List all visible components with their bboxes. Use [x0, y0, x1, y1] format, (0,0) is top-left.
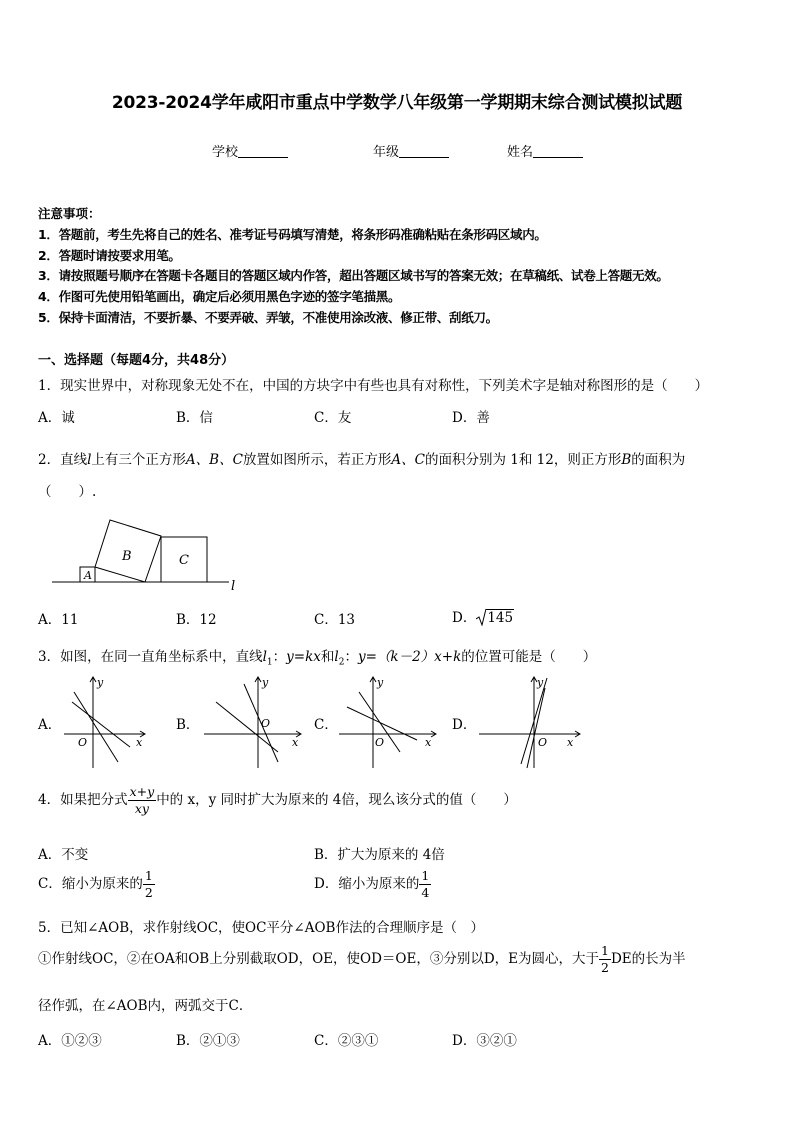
graph-b	[200, 672, 310, 770]
q5-option-b: B．②①③	[176, 1033, 240, 1049]
q2-option-d: D． 145	[452, 610, 514, 626]
q4-option-c: C．缩小为原来的 $\frac{1}{2}$	[38, 868, 153, 900]
fraction-x-plus-y-over-xy: $\frac{x+y}{xy}$	[129, 784, 155, 816]
notes-title: 注意事项：	[38, 206, 101, 221]
svg-text:O: O	[261, 717, 271, 730]
question-5-steps-cont: 径作弧，在∠AOB内，两弧交于C．	[38, 998, 253, 1014]
q5-option-c: C．②③①	[314, 1033, 379, 1049]
note-item: 2．答题时请按要求用笔。	[38, 248, 181, 263]
svg-text:O: O	[78, 736, 88, 749]
q4-option-a: A．不变	[38, 847, 89, 863]
question-1-text: 1．现实世界中，对称现象无处不在，中国的方块字中有些也具有对称性，下列美术字是轴对称图形的是（ ）	[38, 378, 709, 394]
grade-field: 年级	[373, 141, 449, 160]
squares-figure	[44, 512, 244, 594]
note-item: 3．请按照题号顺序在答题卡各题目的答题区域内作答，超出答题区域书写的答案无效；在草稿纸、试卷上答题无效。	[38, 268, 669, 283]
question-2-tail: （ ）.	[38, 484, 97, 500]
q3-option-d: D．	[452, 717, 477, 733]
svg-text:y: y	[262, 676, 269, 689]
q3-option-a: A．	[38, 717, 62, 733]
question-3-text: 3．如图，在同一直角坐标系中，直线$l_1$：y=kx和$l_2$：y=（k－2）x+k的位置可能是（ ）	[38, 649, 597, 668]
section-heading: 一、选择题（每题4分，共48分）	[38, 353, 235, 368]
sqrt-sign-icon	[476, 608, 486, 626]
note-item: 5．保持卡面清洁，不要折暴、不要弄破、弄皱，不准使用涂改液、修正带、刮纸刀。	[38, 310, 498, 325]
q4-option-d: D．缩小为原来的 $\frac{1}{4}$	[314, 868, 430, 900]
svg-text:y: y	[537, 676, 544, 689]
q1-option-c: C．友	[314, 410, 352, 426]
svg-text:y: y	[377, 676, 384, 689]
svg-text:y: y	[97, 676, 104, 689]
q1-option-d: D．善	[452, 410, 490, 426]
svg-text:x: x	[136, 736, 143, 749]
q2-option-c: C．13	[314, 612, 356, 628]
svg-text:x: x	[292, 736, 299, 749]
q5-option-d: D．③②①	[452, 1033, 517, 1049]
q2-option-b: B．12	[176, 612, 217, 628]
note-item: 1．答题前，考生先将自己的姓名、准考证号码填写清楚，将条形码准确粘贴在条形码区域内。	[38, 227, 547, 242]
label-l: l	[231, 579, 236, 594]
q1-option-b: B．信	[176, 410, 213, 426]
svg-text:x: x	[425, 736, 432, 749]
question-5-steps: ①作射线OC，②在OA和OB上分别截取OD，OE，使OD＝OE，③分别以D，E为圆心，大于 $\frac{1}{2}$ DE的长为半	[38, 943, 686, 975]
q5-option-a: A．①②③	[38, 1033, 102, 1049]
question-2-text: 2．直线l上有三个正方形A、B、C放置如图所示，若正方形A、C的面积分别为 1和 12，则正方形B的面积为	[38, 452, 686, 468]
question-4-text: 4．如果把分式 $\frac{x+y}{xy}$ 中的 x，y 同时扩大为原来的 4倍，现么该分式的值（ ）	[38, 784, 517, 816]
graph-c	[335, 672, 445, 770]
school-field: 学校	[212, 141, 288, 160]
q1-option-a: A．诚	[38, 410, 75, 426]
name-field: 姓名	[507, 141, 583, 160]
svg-text:O: O	[375, 736, 385, 749]
label-c: C	[179, 553, 189, 568]
label-b: B	[122, 549, 132, 564]
note-item: 4．作图可先使用铅笔画出，确定后必须用黑色字迹的签字笔描黑。	[38, 289, 401, 304]
svg-text:x: x	[567, 736, 574, 749]
graph-a	[60, 672, 150, 770]
question-5-text: 5．已知∠AOB，求作射线OC，使OC平分∠AOB作法的合理顺序是（ ）	[38, 920, 484, 936]
q3-option-b: B．	[176, 717, 200, 733]
label-a: A	[84, 569, 92, 582]
q3-option-c: C．	[314, 717, 338, 733]
page-title: 2023-2024学年咸阳市重点中学数学八年级第一学期期末综合测试模拟试题	[111, 93, 683, 113]
q2-option-a: A．11	[38, 612, 79, 628]
svg-text:O: O	[538, 736, 548, 749]
q4-option-b: B．扩大为原来的 4倍	[314, 847, 445, 863]
graph-d	[475, 672, 585, 770]
